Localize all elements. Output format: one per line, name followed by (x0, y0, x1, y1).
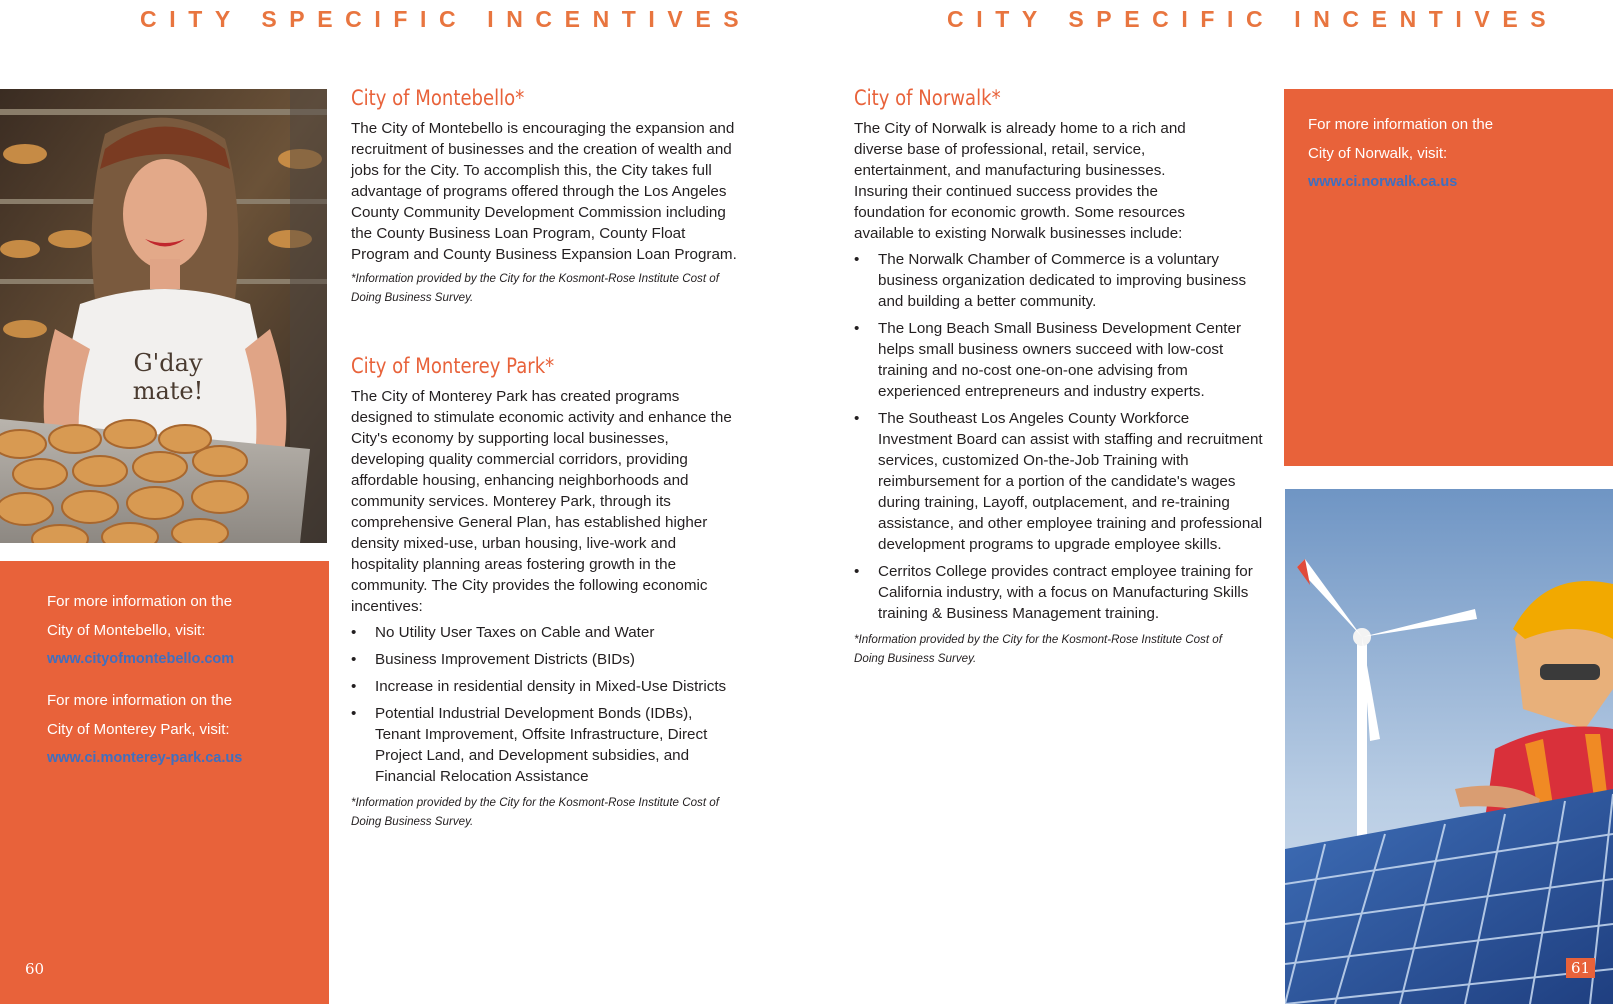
monterey-park-body: The City of Monterey Park has created programs designed to stimulate economic activity and enhance the City's economy by supporting local businesses, developing quality commercial corridors, providing affordable housing, enhancing neighborhoods and community services. Monterey Park, through its comprehensive General Plan, has established higher density mixed-use, urban housing, live-work and hospitality planning areas fostering growth in the community. The City provides the following economic incentives: (351, 388, 732, 615)
montebello-footnote: *Information provided by the City for the Kosmont-Rose Institute Cost of Doing Business Survey. (351, 272, 719, 304)
list-item: • The Southeast Los Angeles County Workforce Investment Board can assist with staffing and recruitment services, customized On-the-Job Training with reimbursement for a portion of the candidate's wages during training, Layoff, outplacement, and re-training assistance, and other employee training and professional development programs to upgrade employee skills. (854, 410, 1263, 553)
solar-worker-photo (1285, 489, 1613, 1004)
norwalk-info (1308, 110, 1578, 197)
bullet-icon: • (854, 320, 860, 337)
list-item: • The Long Beach Small Business Development Center helps small business owners succeed with low-cost training and no-cost one-on-one advising from experienced entrepreneurs and industry experts. (854, 320, 1242, 400)
page-number-right: 61 (1566, 958, 1595, 978)
montebello-title: City of Montebello* (351, 86, 525, 110)
bullet-icon: • (854, 410, 860, 427)
monterey-park-footnote: *Information provided by the City for the Kosmont-Rose Institute Cost of Doing Business Survey. (351, 796, 719, 828)
bullet-icon: • (351, 705, 357, 722)
montebello-section (351, 84, 741, 307)
monterey-park-website-link[interactable]: www.ci.monterey-park.ca.us (47, 750, 243, 766)
montebello-info (47, 587, 307, 674)
shirt-text-line1: G'day (133, 349, 203, 377)
monterey-park-info (47, 686, 317, 773)
monterey-park-info-line2: City of Monterey Park, visit: (47, 721, 230, 738)
monterey-park-info-line1: For more information on the (47, 692, 233, 709)
montebello-website-link[interactable]: www.cityofmontebello.com (47, 651, 235, 667)
monterey-park-section (351, 352, 751, 831)
montebello-body: The City of Montebello is encouraging the expansion and recruitment of businesses and the creation of wealth and jobs for the City. To accomplish this, the City takes full advantage of programs offered through the Los Angeles County Community Development Commission including the County Business Loan Program, County Float Program and County Business Expansion Loan Program. (351, 120, 737, 263)
page-header-left: CITY SPECIFIC INCENTIVES (140, 6, 752, 32)
page-header-right: CITY SPECIFIC INCENTIVES (947, 6, 1559, 32)
bullet-icon: • (854, 563, 860, 580)
bullet-icon: • (351, 624, 357, 641)
bullet-icon: • (351, 651, 357, 668)
list-item: • Business Improvement Districts (BIDs) (351, 651, 635, 668)
montebello-info-line2: City of Montebello, visit: (47, 622, 206, 639)
norwalk-section (854, 84, 1264, 668)
norwalk-resource-list (854, 249, 1264, 624)
montebello-info-line1: For more information on the (47, 593, 233, 610)
norwalk-body: The City of Norwalk is already home to a rich and diverse base of professional, retail, service, entertainment, and manufacturing businesses. Insuring their continued success provides the foundation for economic growth. Some resources available to existing Norwalk businesses include: (854, 120, 1186, 242)
norwalk-info-line1: For more information on the (1308, 116, 1494, 133)
list-item: • Potential Industrial Development Bonds (IDBs), Tenant Improvement, Offsite Infrastructure, Direct Project Land, and Development subsidies, and Financial Relocation Assistance (351, 705, 708, 785)
monterey-park-incentive-list (351, 622, 751, 787)
list-item: • Increase in residential density in Mixed-Use Districts (351, 678, 727, 695)
norwalk-info-line2: City of Norwalk, visit: (1308, 145, 1448, 162)
bullet-icon: • (351, 678, 357, 695)
list-item: • No Utility User Taxes on Cable and Water (351, 624, 655, 641)
shirt-text-line2: mate! (132, 377, 204, 405)
norwalk-footnote: *Information provided by the City for the Kosmont-Rose Institute Cost of Doing Business Survey. (854, 633, 1222, 665)
baker-photo (0, 89, 327, 543)
list-item: • Cerritos College provides contract employee training for California industry, with a focus on Manufacturing Skills training & Business Management training. (854, 563, 1253, 622)
monterey-park-title: City of Monterey Park* (351, 354, 555, 378)
norwalk-website-link[interactable]: www.ci.norwalk.ca.us (1308, 174, 1458, 190)
page-number-left: 60 (25, 960, 45, 978)
norwalk-title: City of Norwalk* (854, 86, 1001, 110)
bullet-icon: • (854, 251, 860, 268)
list-item: • The Norwalk Chamber of Commerce is a voluntary business organization dedicated to improving business and building a better community. (854, 251, 1247, 310)
